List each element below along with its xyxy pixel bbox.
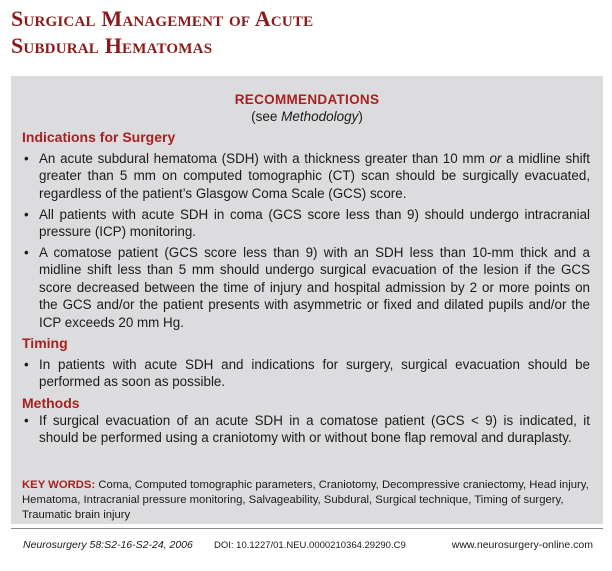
bullet-text: A comatose patient (GCS score less than 9) with an SDH less than 10-mm thick and a midline shift less than 5 mm should undergo surgical evacuation of the lesion if the GCS score decreased between the time of injury and hospital admission by 2 or more points on the GCS and/or the patient presents with asymmetric or fixed and dilated pupils and/or the ICP exceeds 20 mm Hg. <box>39 245 590 330</box>
bullet-text: a midline shift greater than 5 mm on computed tomographic (CT) scan should be surgically evacuated, regardless of the patient’s Glasgow Coma Scale (GCS) score. <box>39 151 591 201</box>
keywords <box>22 478 597 523</box>
bullet-text: All patients with acute SDH in coma (GCS score less than 9) should undergo intracranial pressure (ICP) monitoring. <box>39 207 590 240</box>
bullet-italic: or <box>489 151 502 166</box>
title-line-1: Surgical Management of Acute <box>11 6 314 31</box>
bullet-text: An acute subdural hematoma (SDH) with a thickness greater than 10 mm <box>39 151 490 166</box>
title-line-2: Subdural Hematomas <box>11 33 213 58</box>
recommendations-heading: RECOMMENDATIONS <box>234 92 380 107</box>
journal-citation: Neurosurgery 58:S2-16-S2-24, 2006 <box>23 539 193 551</box>
bullet-glyph: • <box>24 413 29 428</box>
indications-bullet-1 <box>22 150 590 202</box>
methods-bullet-1 <box>22 412 590 447</box>
timing-heading: Timing <box>22 335 68 351</box>
bullet-glyph: • <box>24 357 29 372</box>
keywords-text: Coma, Computed tomographic parameters, Craniotomy, Decompressive craniectomy, Head injury, Hematoma, Intracranial pressure monitoring, Salvageability, Subdural, Surgical technique, Timing of surgery, Traumatic brain injury <box>22 479 589 521</box>
journal-url: www.neurosurgery-online.com <box>451 539 593 551</box>
bullet-glyph: • <box>24 151 29 166</box>
recommendations-subheading <box>11 109 603 124</box>
indications-bullet-2 <box>22 206 590 241</box>
bullet-text: In patients with acute SDH and indications for surgery, surgical evacuation should be performed as soon as possible. <box>39 357 590 390</box>
methodology-reference: Methodology <box>281 109 359 124</box>
indications-heading: Indications for Surgery <box>22 129 176 145</box>
article-title <box>11 5 313 59</box>
timing-bullet-1 <box>22 356 590 391</box>
bullet-glyph: • <box>24 245 29 260</box>
recommendations-box <box>11 76 603 524</box>
keywords-label: KEY WORDS: <box>22 479 96 491</box>
subheading-suffix: ) <box>358 109 363 124</box>
bullet-text: If surgical evacuation of an acute SDH in a comatose patient (GCS < 9) is indicated, it should be performed using a craniotomy with or without bone flap removal and duraplasty. <box>39 413 590 446</box>
indications-bullet-3 <box>22 244 590 331</box>
methods-heading: Methods <box>22 395 80 411</box>
doi: DOI: 10.1227/01.NEU.0000210364.29290.C9 <box>214 540 406 551</box>
footer-divider <box>11 528 603 529</box>
bullet-glyph: • <box>24 207 29 222</box>
subheading-prefix: (see <box>251 109 282 124</box>
